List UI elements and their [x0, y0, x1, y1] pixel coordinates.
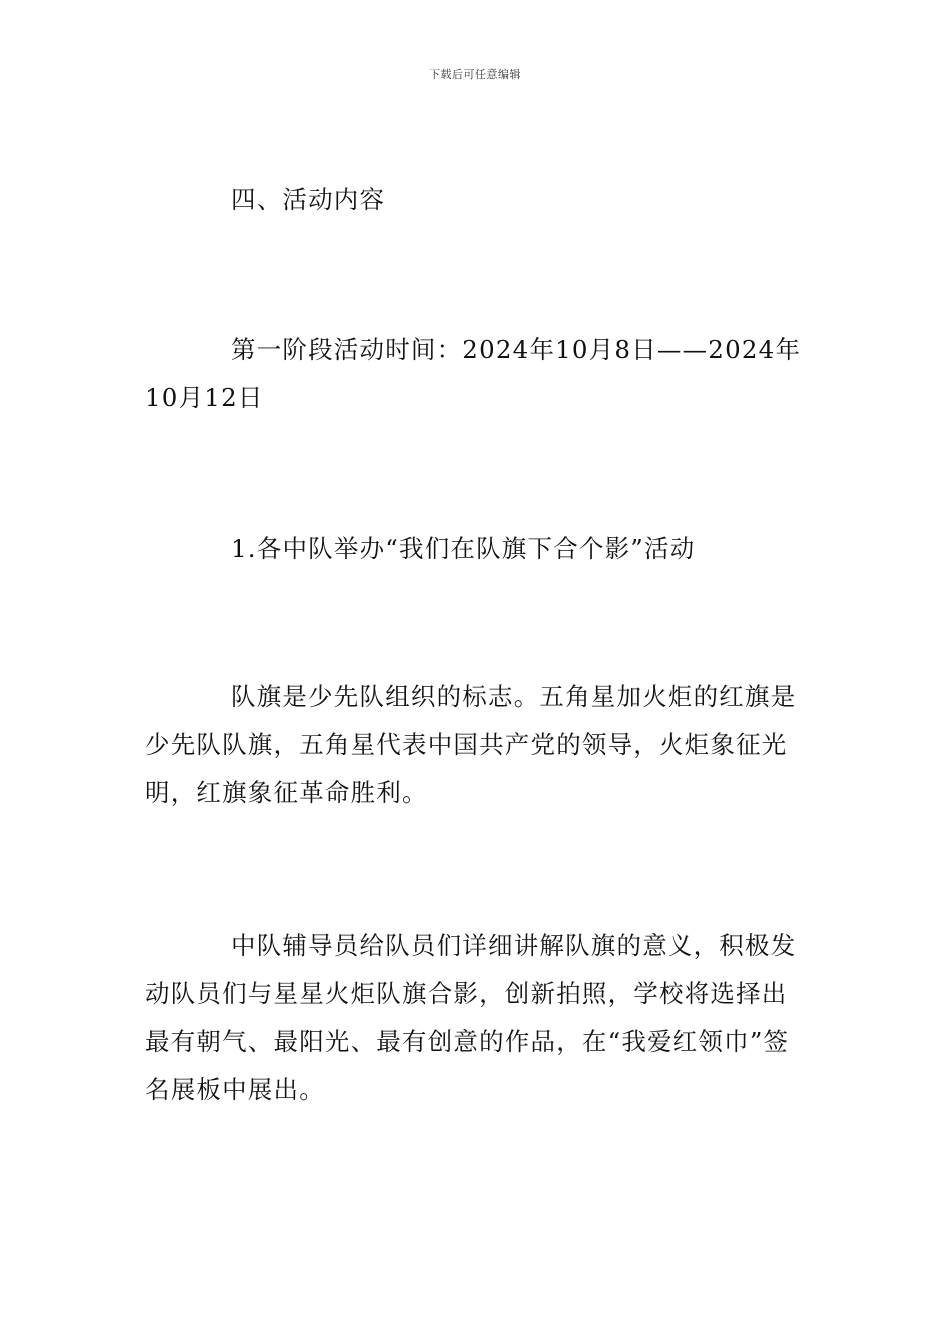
- activity-item-heading: 1.各中队举办“我们在队旗下合个影”活动: [231, 534, 696, 563]
- page-header-note: 下载后可任意编辑: [429, 68, 521, 81]
- schedule-paragraph: 第一阶段活动时间：2024年10月8日——2024年10月12日: [145, 335, 802, 412]
- section-heading: 四、活动内容: [231, 185, 386, 214]
- body-paragraph-flag-meaning: 队旗是少先队组织的标志。五角星加火炬的红旗是少先队队旗，五角星代表中国共产党的领导，火炬象征光明，红旗象征革命胜利。: [145, 682, 797, 807]
- body-paragraph-photo-activity: 中队辅导员给队员们详细讲解队旗的意义，积极发动队员们与星星火炬队旗合影，创新拍照，学校将选择出最有朝气、最阳光、最有创意的作品，在“我爱红领巾”签名展板中展出。: [145, 931, 797, 1104]
